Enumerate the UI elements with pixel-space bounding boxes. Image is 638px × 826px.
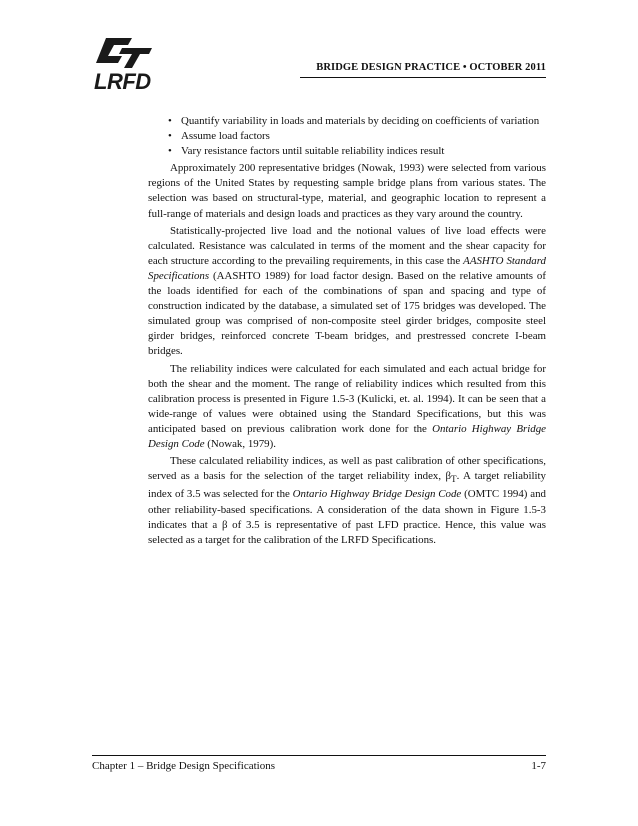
- paragraph-text: These calculated reliability indices, as well as past calibration of other specifications, served as a basis for the selection of the target reliability index, β: [148, 455, 546, 483]
- header-title: BRIDGE DESIGN PRACTICE • OCTOBER 2011: [316, 62, 546, 73]
- paragraph: [148, 224, 546, 360]
- footer-rule: [92, 755, 546, 756]
- header-rule: [300, 77, 546, 78]
- paragraph: [148, 362, 546, 453]
- citation-title: Ontario Highway Bridge Design Code: [148, 422, 546, 450]
- bullet-text: Assume load factors: [181, 130, 270, 143]
- subscript: T: [451, 474, 457, 485]
- paragraph: [148, 161, 546, 221]
- bullet-text: Vary resistance factors until suitable reliability indices result: [181, 145, 445, 158]
- paragraph-text: (Nowak, 1979).: [204, 437, 276, 450]
- bullet-dot-icon: •: [168, 115, 172, 127]
- page-body: [148, 114, 546, 550]
- paragraph-text: The reliability indices were calculated for each simulated and each actual bridge for both the shear and the moment. The range of reliability indices which resulted from this calibration process is presented in Figure 1.5-3 (Kulicki, et. al. 1994). It can be seen that a wide-range of values were obtained using the Standard Specifications, but this was anticipated based on previous calibration work done for the: [148, 362, 546, 435]
- bullet-text: Quantify variability in loads and materials by deciding on coefficients of variation: [181, 115, 540, 127]
- paragraph-text: (AASHTO 1989) for load factor design. Based on the relative amounts of the loads identified for each of the combinations of span and spacing and type of construction indicated by the database, a simulated set of 175 bridges was developed. The simulated group was comprised of non-composite steel girder bridges, composite steel girder bridges, reinforced concrete T-beam bridges, and prestressed concrete I-beam bridges.: [148, 269, 546, 358]
- bullet-list: [148, 114, 546, 159]
- citation-title: AASHTO Standard Specifications: [148, 254, 546, 282]
- bullet-item: [148, 144, 546, 159]
- logo-text: LRFD: [94, 69, 151, 94]
- paragraph-text: (OMTC 1994) and other reliability-based specifications. A consideration of the data shown in Figure 1.5-3 indicates that a β of 3.5 is representative of past LFD practice. Hence, this value was selected as a target for the calibration of the LRFD Specifications.: [148, 488, 546, 546]
- bullet-dot-icon: •: [168, 130, 172, 143]
- page-number: 1-7: [531, 760, 546, 772]
- bullet-item: [148, 114, 546, 129]
- paragraph-text: Approximately 200 representative bridges (Nowak, 1993) were selected from various regions of the United States by requesting sample bridge plans from various states. The selection was based on structural-type, material, and geographic location to represent a full-range of materials and design loads and practices as they vary around the country.: [148, 162, 546, 220]
- citation-title: Ontario Highway Bridge Design Code: [292, 488, 462, 501]
- caltrans-ct-mark-icon: [92, 36, 154, 70]
- paragraph-text: Statistically-projected live load and the notional values of live load effects were calculated. Resistance was calculated in terms of the moment and the shear capacity for each structure according to the prevailing requirements, in this case the: [148, 224, 546, 267]
- bullet-item: [148, 129, 546, 144]
- paragraph: [148, 454, 546, 548]
- lrfd-logo: [92, 36, 154, 100]
- bullet-dot-icon: •: [168, 145, 172, 158]
- paragraph-text: . A target reliability index of 3.5 was selected for the: [148, 470, 546, 501]
- footer-chapter-title: Chapter 1 – Bridge Design Specifications: [92, 760, 275, 772]
